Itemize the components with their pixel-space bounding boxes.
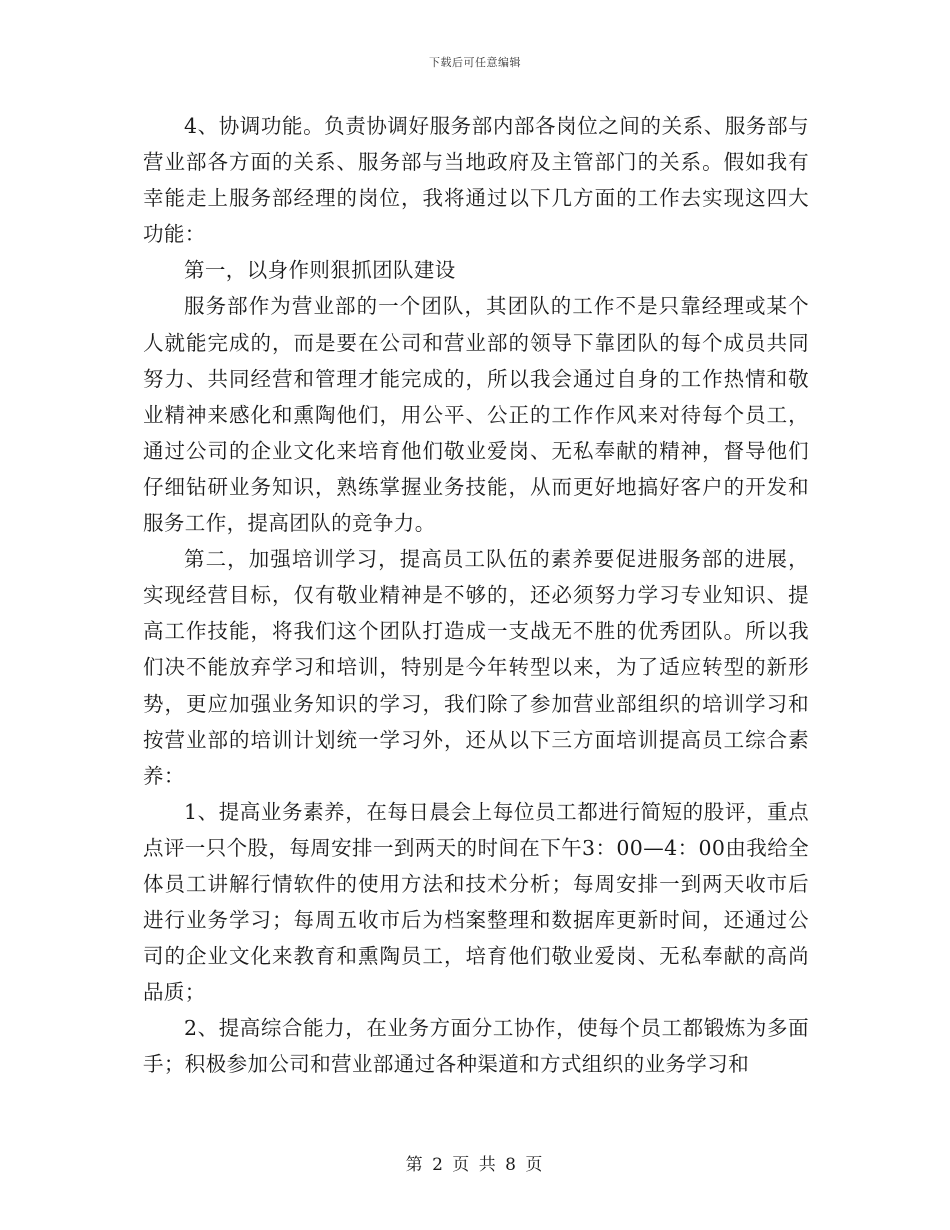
- paragraph-comprehensive-ability: 2、提高综合能力，在业务方面分工协作，使每个员工都锻炼为多面手；积极参加公司和营业部通过各种渠道和方式组织的业务学习和: [143, 1016, 809, 1077]
- paragraph-heading-team-building: 第一，以身作则狠抓团队建设: [184, 258, 456, 283]
- paragraph-team-building: 服务部作为营业部的一个团队，其团队的工作不是只靠经理或某个人就能完成的，而是要在公司和营业部的领导下靠团队的每个成员共同努力、共同经营和管理才能完成的，所以我会通过自身的工作热情和敬业精神来感化和熏陶他们，用公平、公正的工作作风来对待每个员工，通过公司的企业文化来培育他们敬业爱岗、无私奉献的精神，督导他们仔细钻研业务知识，熟练掌握业务技能，从而更好地搞好客户的开发和服务工作，提高团队的竞争力。: [143, 294, 809, 536]
- document-body: [143, 108, 809, 1083]
- paragraph-coordination-function: 4、协调功能。负责协调好服务部内部各岗位之间的关系、服务部与营业部各方面的关系、服务部与当地政府及主管部门的关系。假如我有幸能走上服务部经理的岗位，我将通过以下几方面的工作去实现这四大功能：: [143, 114, 809, 247]
- paragraph-business-quality: 1、提高业务素养，在每日晨会上每位员工都进行简短的股评，重点点评一只个股，每周安排一到两天的时间在下午3：00—4：00由我给全体员工讲解行情软件的使用方法和技术分析；每周安排一到两天收市后进行业务学习；每周五收市后为档案整理和数据库更新时间，还通过公司的企业文化来教育和熏陶员工，培育他们敬业爱岗、无私奉献的高尚品质；: [143, 799, 809, 1005]
- paragraph-training: 第二，加强培训学习，提高员工队伍的素养要促进服务部的进展，实现经营目标，仅有敬业精神是不够的，还必须努力学习专业知识、提高工作技能，将我们这个团队打造成一支战无不胜的优秀团队。所以我们决不能放弃学习和培训，特别是今年转型以来，为了适应转型的新形势，更应加强业务知识的学习，我们除了参加营业部组织的培训学习和按营业部的培训计划统一学习外，还从以下三方面培训提高员工综合素养：: [143, 547, 809, 788]
- page-number: 第 2 页 共 8 页: [405, 1155, 545, 1175]
- page-header: 下载后可任意编辑: [429, 56, 521, 69]
